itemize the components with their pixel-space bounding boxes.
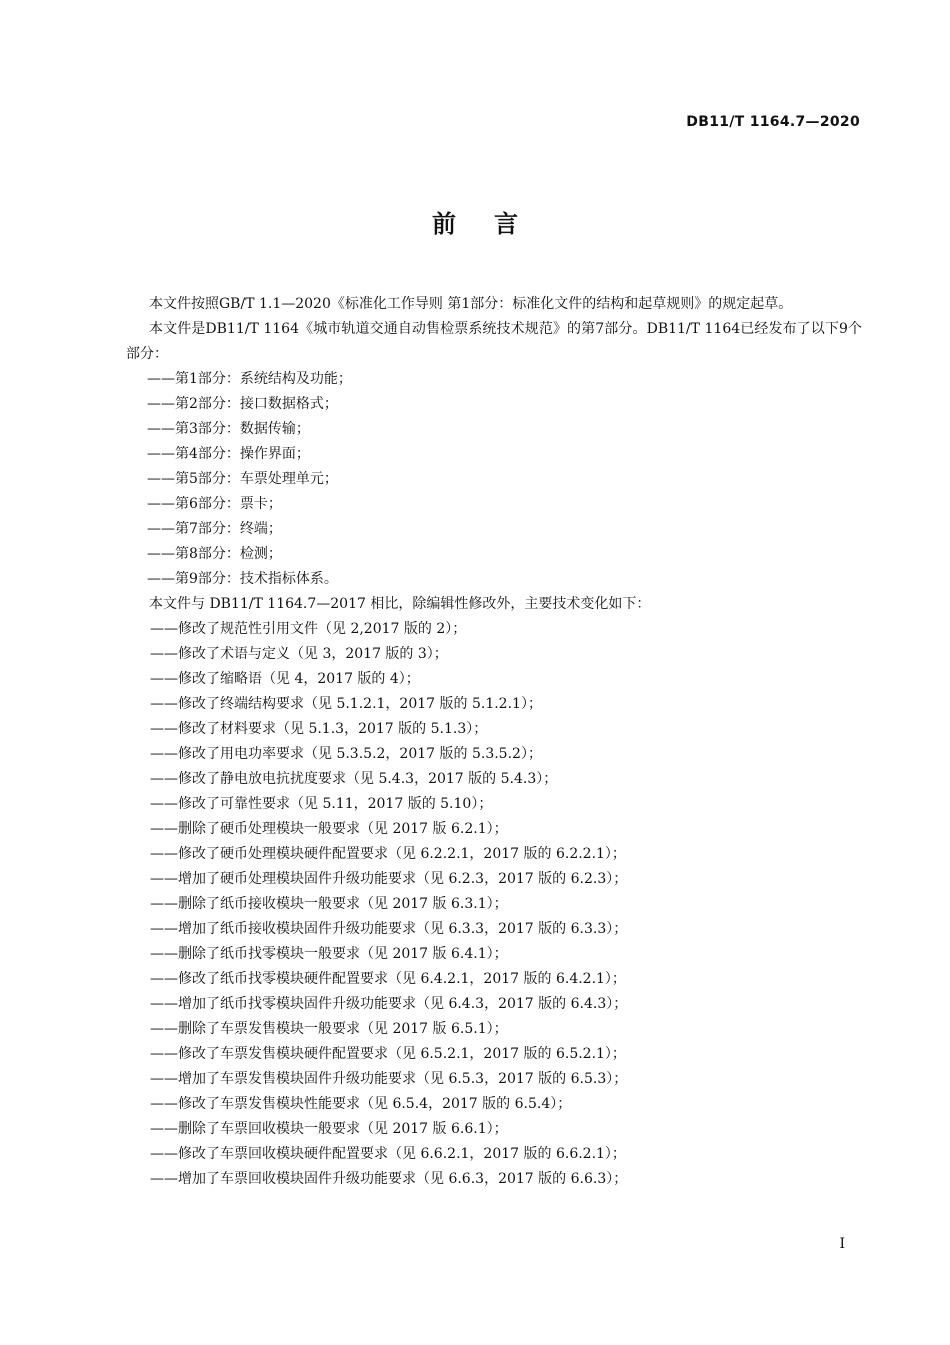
change-list-item: ——增加了车票回收模块固件升级功能要求（见 6.6.3，2017 版的 6.6.3）； [150,1171,628,1187]
change-list-item: ——修改了用电功率要求（见 5.3.5.2，2017 版的 5.3.5.2）； [150,746,542,762]
change-list-item: ——修改了终端结构要求（见 5.1.2.1，2017 版的 5.1.2.1）； [150,696,542,712]
part-list-item: ——第2部分：接口数据格式； [147,396,338,412]
change-list-item: ——删除了纸币接收模块一般要求（见 2017 版 6.3.1）； [150,896,508,912]
change-list-item: ——修改了硬币处理模块硬件配置要求（见 6.2.2.1，2017 版的 6.2.2.1）； [150,846,626,862]
change-list-item: ——删除了纸币找零模块一般要求（见 2017 版 6.4.1）； [150,946,508,962]
change-list-item: ——修改了车票回收模块硬件配置要求（见 6.6.2.1，2017 版的 6.6.2.1）； [150,1146,626,1162]
intro-paragraph-1: 本文件按照GB/T 1.1—2020《标准化工作导则 第1部分：标准化文件的结构和起草规则》的规定起草。 [149,296,793,312]
part-list-item: ——第8部分：检测； [147,546,282,562]
intro-paragraph-2: 本文件是DB11/T 1164《城市轨道交通自动售检票系统技术规范》的第7部分。DB11/T 1164已经发布了以下9个部分： [126,321,862,362]
change-list-item: ——修改了纸币找零模块硬件配置要求（见 6.4.2.1，2017 版的 6.4.2.1）； [150,971,626,987]
change-list-item: ——修改了车票发售模块性能要求（见 6.5.4，2017 版的 6.5.4）； [150,1096,572,1112]
change-list-item: ——增加了纸币找零模块固件升级功能要求（见 6.4.3，2017 版的 6.4.3）； [150,996,628,1012]
part-list [126,367,862,592]
change-list-item: ——增加了纸币接收模块固件升级功能要求（见 6.3.3，2017 版的 6.3.3）； [150,921,628,937]
part-list-item: ——第5部分：车票处理单元； [147,471,338,487]
page-number: I [839,1236,845,1252]
document-code: DB11/T 1164.7—2020 [686,114,860,130]
part-list-item: ——第4部分：操作界面； [147,446,310,462]
part-list-item: ——第1部分：系统结构及功能； [147,371,352,387]
changes-intro: 本文件与 DB11/T 1164.7—2017 相比，除编辑性修改外，主要技术变化如下： [149,596,651,612]
change-list-item: ——修改了可靠性要求（见 5.11，2017 版的 5.10）； [150,796,493,812]
change-list-item: ——增加了车票发售模块固件升级功能要求（见 6.5.3，2017 版的 6.5.3）； [150,1071,628,1087]
foreword-body [126,292,862,1192]
change-list-item: ——删除了车票回收模块一般要求（见 2017 版 6.6.1）； [150,1121,508,1137]
change-list-item: ——修改了术语与定义（见 3，2017 版的 3）； [150,646,448,662]
change-list-item: ——增加了硬币处理模块固件升级功能要求（见 6.2.3，2017 版的 6.2.3）； [150,871,628,887]
change-list-item: ——修改了车票发售模块硬件配置要求（见 6.5.2.1，2017 版的 6.5.2.1）； [150,1046,626,1062]
part-list-item: ——第7部分：终端； [147,521,282,537]
change-list-item: ——修改了材料要求（见 5.1.3，2017 版的 5.1.3）； [150,721,488,737]
part-list-item: ——第9部分：技术指标体系。 [147,571,338,587]
change-list-item: ——修改了静电放电抗扰度要求（见 5.4.3，2017 版的 5.4.3）； [150,771,558,787]
part-list-item: ——第6部分：票卡； [147,496,282,512]
change-list-item: ——删除了车票发售模块一般要求（见 2017 版 6.5.1）； [150,1021,508,1037]
change-list-item: ——删除了硬币处理模块一般要求（见 2017 版 6.2.1）； [150,821,508,837]
change-list [126,617,862,1192]
change-list-item: ——修改了缩略语（见 4，2017 版的 4）； [150,671,420,687]
page-title: 前言 [432,210,556,238]
part-list-item: ——第3部分：数据传输； [147,421,310,437]
change-list-item: ——修改了规范性引用文件（见 2,2017 版的 2）； [150,621,467,637]
